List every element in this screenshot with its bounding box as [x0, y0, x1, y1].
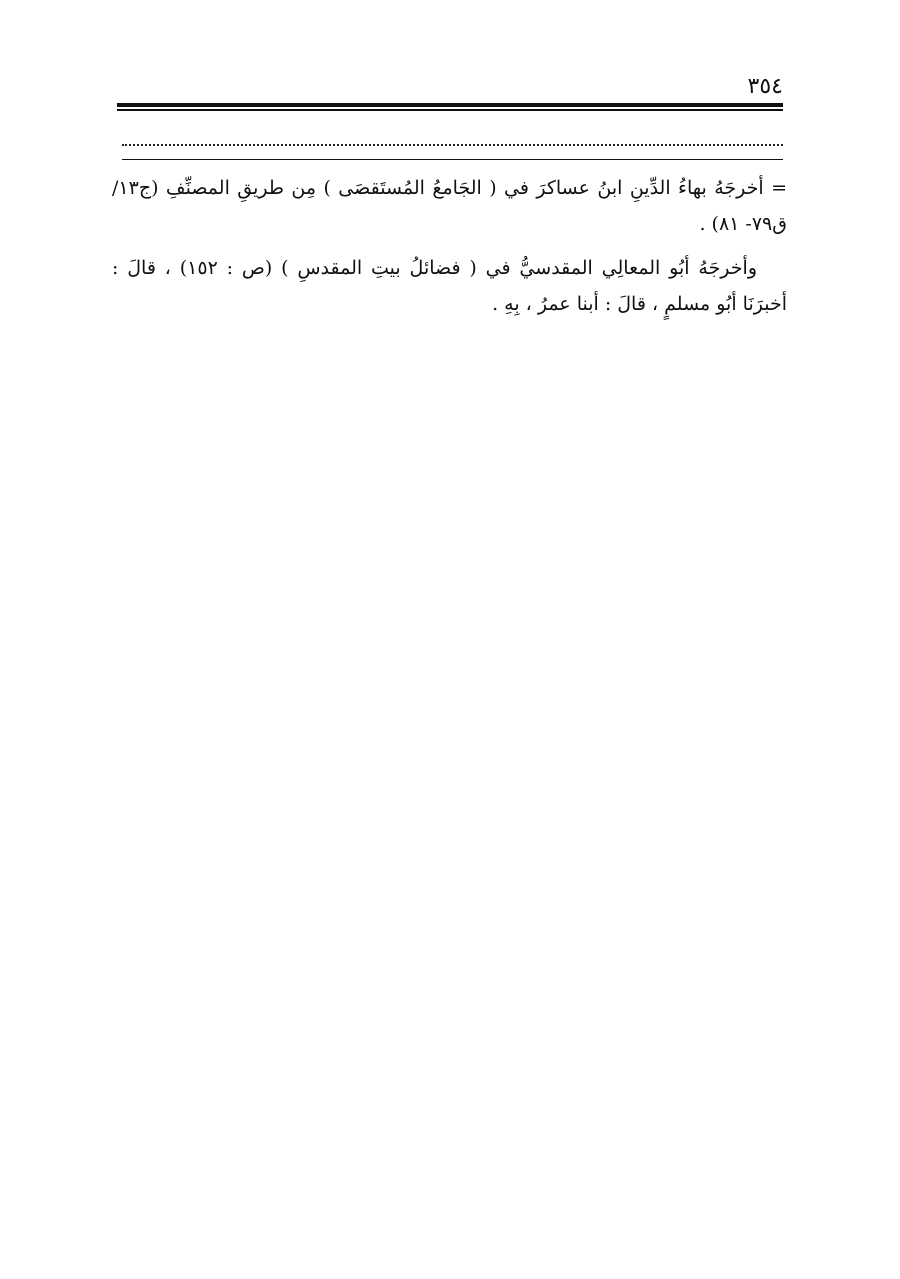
- header-rule-thick: [117, 103, 783, 107]
- footnote-block: [112, 170, 787, 322]
- footnote-separator-line: [122, 159, 783, 160]
- footnote-paragraph: وأخرجَهُ أبُو المعالِي المقدسيُّ في ( فضائلُ بيتِ المقدسِ ) (ص : ١٥٢) ، قالَ : أخبرَنَا أبُو مسلمٍ ، قالَ : أبنا عمرُ ، بِهِ .: [112, 257, 787, 315]
- footnote-paragraph-continuation: = أخرجَهُ بهاءُ الدِّينِ ابنُ عساكرَ في ( الجَامعُ المُستَقصَى ) مِن طريقِ المصنِّفِ (ج١٣/ ق٧٩- ٨١) .: [112, 177, 787, 235]
- page-number: ٣٥٤: [747, 74, 783, 99]
- footnote-dotted-separator: [122, 144, 783, 146]
- header-rule-thin: [117, 109, 783, 111]
